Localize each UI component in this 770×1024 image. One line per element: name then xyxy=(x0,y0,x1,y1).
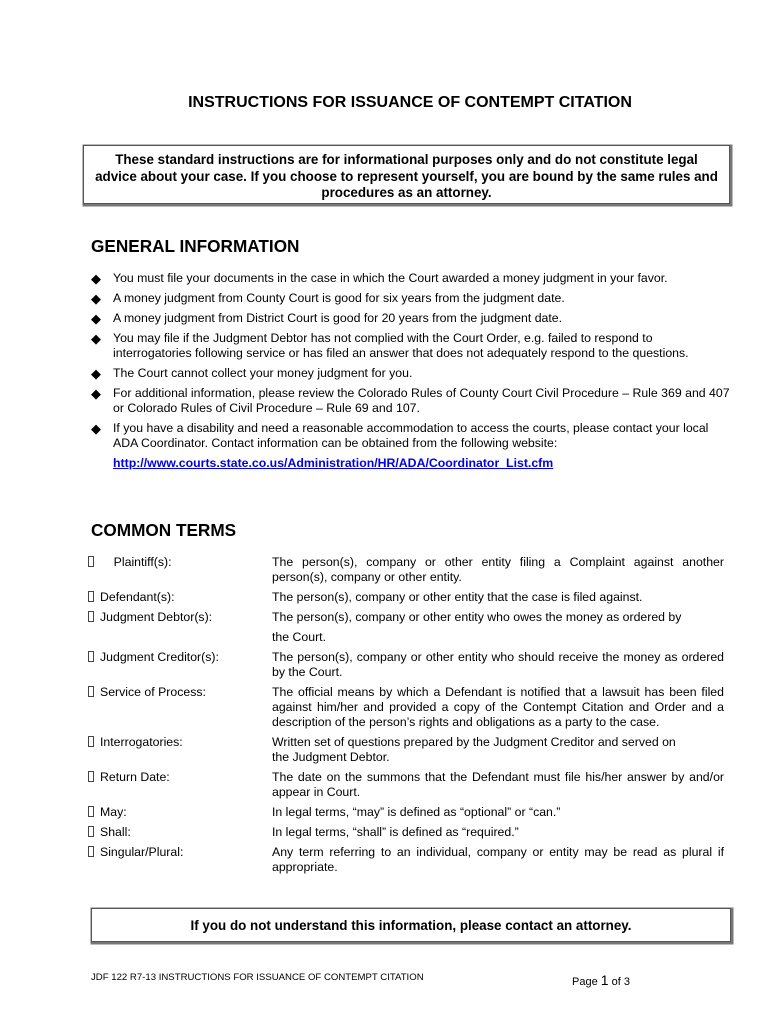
diamond-bullet-icon: ◆ xyxy=(91,386,101,401)
term-label: Singular/Plural: xyxy=(100,845,184,859)
list-item xyxy=(91,291,731,306)
term-row-shall xyxy=(88,825,724,840)
general-information-list xyxy=(91,271,731,476)
common-terms-list xyxy=(88,555,724,880)
term-definition xyxy=(272,610,724,645)
term-definition-line: the Court. xyxy=(272,630,326,644)
list-item xyxy=(91,311,731,326)
missing-glyph-bullet-icon xyxy=(88,611,94,622)
form-identifier: JDF 122 R7-13 INSTRUCTIONS FOR ISSUANCE OF CONTEMPT CITATION xyxy=(91,972,424,983)
term-row-defendant xyxy=(88,590,724,605)
diamond-bullet-icon: ◆ xyxy=(91,311,101,326)
term-label: Shall: xyxy=(100,825,131,839)
term-row-judgment-debtor xyxy=(88,610,724,645)
diamond-bullet-icon: ◆ xyxy=(91,271,101,286)
term-row-plaintiff xyxy=(88,555,724,585)
missing-glyph-bullet-icon xyxy=(88,556,94,567)
term-definition: In legal terms, “may” is defined as “optional” or “can.” xyxy=(272,805,561,819)
term-definition: In legal terms, “shall” is defined as “required.” xyxy=(272,825,519,839)
term-row-service-of-process xyxy=(88,685,724,730)
list-item xyxy=(91,331,731,361)
diamond-bullet-icon: ◆ xyxy=(91,366,101,381)
term-definition: The person(s), company or other entity that the case is filed against. xyxy=(272,590,643,604)
missing-glyph-bullet-icon xyxy=(88,806,94,817)
common-terms-heading: COMMON TERMS xyxy=(91,520,237,540)
missing-glyph-bullet-icon xyxy=(88,686,94,697)
diamond-bullet-icon: ◆ xyxy=(91,291,101,306)
term-definition: The official means by which a Defendant is notified that a lawsuit has been filed against him/her and provided a copy of the Contempt Citation and Order and a description of the person’s rights and obligations as a party to the case. xyxy=(272,685,724,729)
missing-glyph-bullet-icon xyxy=(88,826,94,837)
missing-glyph-bullet-icon xyxy=(88,736,94,747)
term-label: Judgment Creditor(s): xyxy=(100,650,219,664)
term-definition: The person(s), company or other entity who should receive the money as ordered by the Court. xyxy=(272,650,724,679)
term-label: Return Date: xyxy=(100,770,170,784)
general-information-heading: GENERAL INFORMATION xyxy=(91,236,300,256)
term-label: Service of Process: xyxy=(100,685,206,699)
term-row-judgment-creditor xyxy=(88,650,724,680)
list-item xyxy=(91,366,731,381)
missing-glyph-bullet-icon xyxy=(88,651,94,662)
disclaimer-notice-box: These standard instructions are for informational purposes only and do not constitute legal advice about your case. If you choose to represent yourself, you are bound by the same rules and procedures as an attorney. xyxy=(83,145,730,204)
list-item xyxy=(91,386,731,416)
term-label: Plaintiff(s): xyxy=(100,555,172,569)
term-row-return-date xyxy=(88,770,724,800)
page-suffix: of 3 xyxy=(608,976,630,988)
term-definition-line: The person(s), company or other entity who owes the money as ordered by xyxy=(272,610,682,624)
list-item-text: The Court cannot collect your money judgment for you. xyxy=(113,366,413,380)
list-item-text: For additional information, please review the Colorado Rules of County Court Civil Procedure – Rule 369 and 407 or Colorado Rules of Civil Procedure – Rule 69 and 107. xyxy=(113,386,730,415)
list-item-text: You must file your documents in the case in which the Court awarded a money judgment in your favor. xyxy=(113,271,668,285)
ada-coordinator-link[interactable]: http://www.courts.state.co.us/Administration/HR/ADA/Coordinator_List.cfm xyxy=(113,456,554,470)
term-definition xyxy=(272,735,724,765)
term-definition: The date on the summons that the Defendant must file his/her answer by and/or appear in Court. xyxy=(272,770,724,799)
term-definition-line: Written set of questions prepared by the Judgment Creditor and served on xyxy=(272,735,676,749)
term-row-interrogatories xyxy=(88,735,724,765)
term-definition: The person(s), company or other entity filing a Complaint against another person(s), company or other entity. xyxy=(272,555,724,584)
term-label: Interrogatories: xyxy=(100,735,183,749)
list-item-text: If you have a disability and need a reasonable accommodation to access the courts, please contact your local ADA Coordinator. Contact information can be obtained from the following website: xyxy=(113,421,709,450)
term-definition: Any term referring to an individual, company or entity may be read as plural if appropriate. xyxy=(272,845,724,874)
missing-glyph-bullet-icon xyxy=(88,591,94,602)
page-indicator xyxy=(572,972,630,988)
term-label: May: xyxy=(100,805,127,819)
page-title: INSTRUCTIONS FOR ISSUANCE OF CONTEMPT CITATION xyxy=(188,94,632,111)
attorney-advice-box: If you do not understand this information, please contact an attorney. xyxy=(91,908,731,942)
term-label: Defendant(s): xyxy=(100,590,175,604)
diamond-bullet-icon: ◆ xyxy=(91,331,101,346)
list-item-text: A money judgment from County Court is good for six years from the judgment date. xyxy=(113,291,565,305)
term-row-may xyxy=(88,805,724,820)
term-label: Judgment Debtor(s): xyxy=(100,610,213,624)
page-number: 1 xyxy=(600,972,609,988)
diamond-bullet-icon: ◆ xyxy=(91,421,101,436)
list-item xyxy=(91,271,731,286)
missing-glyph-bullet-icon xyxy=(88,846,94,857)
missing-glyph-bullet-icon xyxy=(88,771,94,782)
list-item-text: You may file if the Judgment Debtor has not complied with the Court Order, e.g. failed to respond to interrogatories following service or has filed an answer that does not adequately respond to the questions. xyxy=(113,331,689,360)
list-item xyxy=(91,421,731,471)
term-definition-line: the Judgment Debtor. xyxy=(272,750,390,764)
list-item-text: A money judgment from District Court is good for 20 years from the judgment date. xyxy=(113,311,563,325)
term-row-singular-plural xyxy=(88,845,724,875)
page-prefix: Page xyxy=(572,976,601,988)
